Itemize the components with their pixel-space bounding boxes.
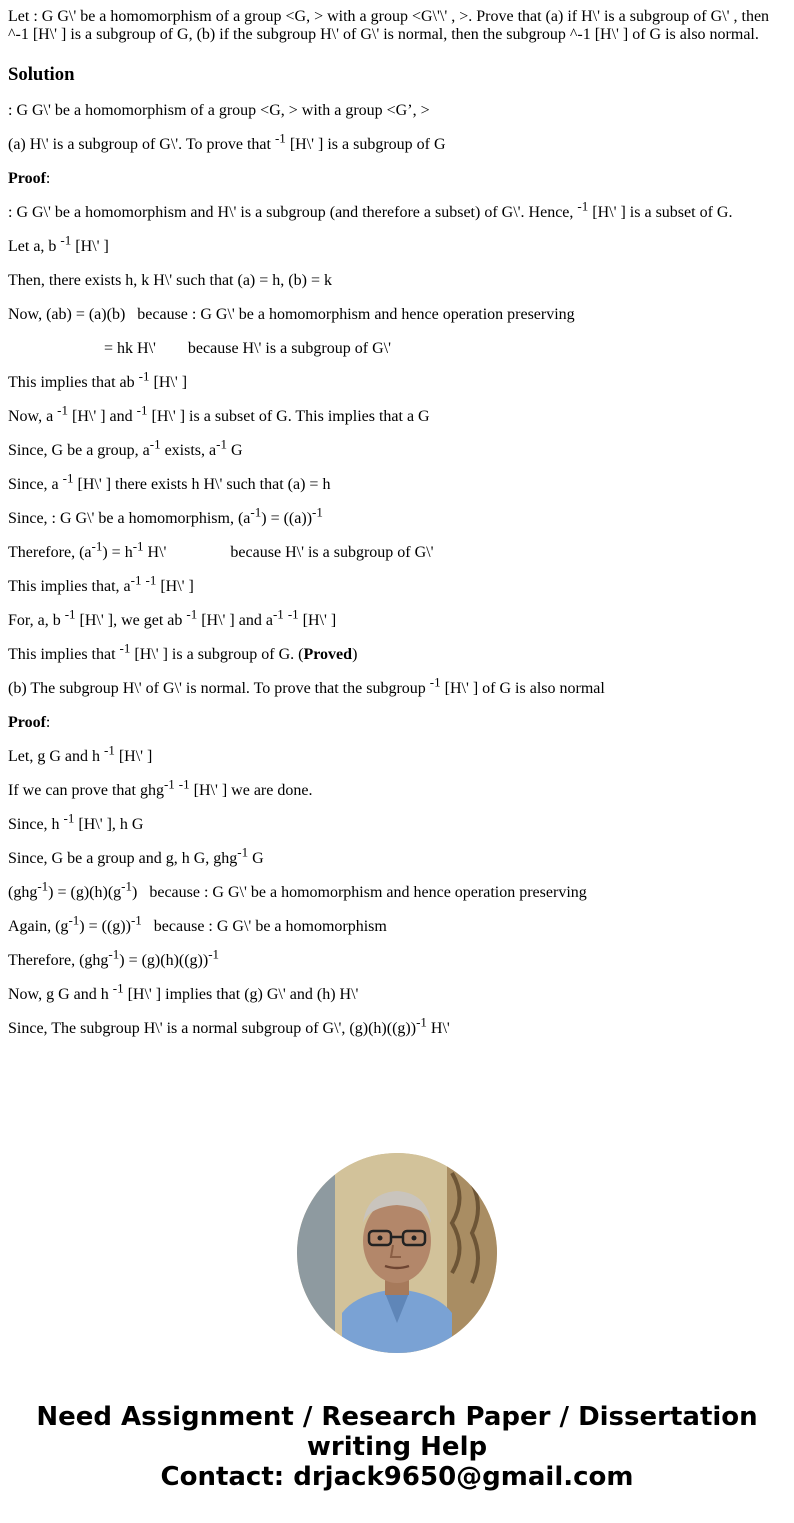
line-text: If we can prove that ghg (8, 782, 164, 799)
solution-line (8, 572, 778, 596)
promo-line-1: Need Assignment / Research Paper / Dissertation (36, 1402, 758, 1432)
superscript: -1 (149, 436, 161, 452)
superscript: -1 (250, 504, 262, 520)
superscript: -1 (577, 198, 589, 214)
superscript: -1 (130, 572, 142, 588)
line-text: ) = (g)(h)((g)) (119, 952, 209, 969)
line-text: Again, (g (8, 918, 69, 935)
superscript: -1 (178, 776, 190, 792)
superscript: -1 (119, 640, 131, 656)
superscript: -1 (138, 368, 150, 384)
line-text: Now, g G and h (8, 986, 113, 1003)
line-text: because : G G\' be a homomorphism (141, 918, 387, 935)
line-text: = hk H\' because H\' is a subgroup of G\' (8, 340, 391, 357)
line-text: (a) H\' is a subgroup of G\'. To prove that (8, 136, 275, 153)
line-text: : (45, 170, 51, 187)
superscript: -1 (62, 470, 74, 486)
line-text: [H\' ] is a subset of G. This implies that a G (147, 408, 430, 425)
solution-line (8, 538, 778, 562)
promo-banner (0, 1402, 794, 1492)
line-text: Since, The subgroup H\' is a normal subgroup of G\', (g)(h)((g)) (8, 1020, 417, 1037)
line-text: H\' (426, 1020, 450, 1037)
line-text: ) = (g)(h)(g (48, 884, 122, 901)
superscript: -1 (60, 232, 72, 248)
promo-contact: Contact: drjack9650@gmail.com (160, 1462, 634, 1492)
line-text: [H\' ] there exists h H\' such that (a) = h (73, 476, 331, 493)
superscript: -1 (108, 946, 120, 962)
line-text: [H\' ] (156, 578, 194, 595)
line-text: [H\' ] implies that (g) G\' and (h) H\' (123, 986, 359, 1003)
superscript: -1 (63, 810, 75, 826)
superscript: -1 (186, 606, 198, 622)
line-text: ) because : G G\' be a homomorphism and hence operation preserving (132, 884, 587, 901)
bold-text: Proof (8, 170, 46, 187)
line-text: Since, : G G\' be a homomorphism, (a (8, 510, 251, 527)
line-text: ) = ((g)) (79, 918, 131, 935)
line-text: [H\' ] we are done. (189, 782, 313, 799)
line-text: Since, a (8, 476, 63, 493)
line-text: : (45, 714, 51, 731)
superscript: -1 (64, 606, 76, 622)
solution-line (8, 742, 778, 766)
superscript: -1 (130, 912, 142, 928)
superscript: -1 (216, 436, 227, 452)
solution-line (8, 102, 778, 120)
line-text: Now, (ab) = (a)(b) because : G G\' be a homomorphism and hence operation preserving (8, 306, 575, 323)
line-text: Let a, b (8, 238, 61, 255)
line-text: Since, h (8, 816, 64, 833)
line-text: [H\' ] is a subset of G. (588, 204, 733, 221)
solution-line (8, 198, 778, 222)
superscript: -1 (163, 776, 175, 792)
solution-line (8, 640, 778, 664)
superscript: -1 (272, 606, 284, 622)
superscript: -1 (416, 1014, 427, 1030)
line-text: Therefore, (a (8, 544, 92, 561)
solution-line (8, 946, 778, 970)
line-text: ) = ((a)) (261, 510, 313, 527)
bold-text: Proved (303, 646, 353, 663)
solution-line (8, 368, 778, 392)
solution-line (8, 810, 778, 834)
superscript: -1 (112, 980, 124, 996)
superscript: -1 (132, 538, 144, 554)
author-photo (297, 1153, 497, 1353)
solution-heading: Solution (8, 64, 75, 85)
solution-line (8, 504, 778, 528)
line-text: [H\' ] is a subgroup of G (285, 136, 446, 153)
line-text: ) (352, 646, 358, 663)
line-text: G (226, 442, 243, 459)
line-text: exists, a (160, 442, 217, 459)
superscript: -1 (68, 912, 80, 928)
line-text: [H\' ] of G is also normal (440, 680, 605, 697)
solution-line (8, 1014, 778, 1038)
line-text: [H\' ], h G (74, 816, 144, 833)
line-text: [H\' ] (149, 374, 188, 391)
line-text: Since, G be a group, a (8, 442, 150, 459)
line-text: (ghg (8, 884, 38, 901)
solution-line (8, 130, 778, 154)
superscript: -1 (145, 572, 157, 588)
line-text: G (248, 850, 264, 867)
solution-line (8, 232, 778, 256)
solution-line (8, 980, 778, 1004)
superscript: -1 (136, 402, 148, 418)
line-text: [H\' ], we get ab (75, 612, 187, 629)
solution-line (8, 776, 778, 800)
line-text: Let, g G and h (8, 748, 104, 765)
line-text: ) = h (102, 544, 133, 561)
solution-line (8, 436, 778, 460)
line-text: For, a, b (8, 612, 65, 629)
solution-line (8, 340, 778, 358)
superscript: -1 (57, 402, 69, 418)
line-text: This implies that (8, 646, 120, 663)
solution-line (8, 606, 778, 630)
promo-line-2: writing Help (306, 1432, 488, 1462)
bold-text: Proof (8, 714, 46, 731)
superscript: -1 (429, 674, 441, 690)
superscript: -1 (312, 504, 323, 520)
line-text: Then, there exists h, k H\' such that (a) = h, (b) = k (8, 272, 332, 289)
solution-line (8, 714, 778, 732)
solution-line (8, 402, 778, 426)
solution-body (8, 102, 778, 1038)
author-photo-avatar (297, 1153, 497, 1353)
superscript: -1 (91, 538, 103, 554)
superscript: -1 (237, 844, 249, 860)
line-text: Now, a (8, 408, 58, 425)
line-text: Therefore, (ghg (8, 952, 109, 969)
line-text: [H\' ] is a subgroup of G. ( (130, 646, 304, 663)
solution-line (8, 912, 778, 936)
superscript: -1 (37, 878, 49, 894)
line-text: [H\' ] (114, 748, 153, 765)
solution-line (8, 306, 778, 324)
line-text: This implies that, a (8, 578, 131, 595)
line-text: (b) The subgroup H\' of G\' is normal. To prove that the subgroup (8, 680, 430, 697)
line-text: [H\' ] and (68, 408, 137, 425)
line-text: [H\' ] (298, 612, 337, 629)
superscript: -1 (208, 946, 220, 962)
solution-line (8, 844, 778, 868)
superscript: -1 (103, 742, 115, 758)
line-text: [H\' ] and a (197, 612, 273, 629)
solution-line (8, 674, 778, 698)
solution-line (8, 878, 778, 902)
problem-statement: Let : G G\' be a homomorphism of a group <G, > with a group <G\'\' , >. Prove that (a) if H\' is a subgroup of G\' , then ^-1 [H\' ] is a subgroup of G, (b) if the subgroup H\' of G\' is normal, then the subgroup ^-1 [H\' ] of G is also normal. (8, 8, 770, 43)
superscript: -1 (121, 878, 133, 894)
solution-document (8, 0, 778, 1124)
line-text: [H\' ] (71, 238, 109, 255)
line-text: H\' because H\' is a subgroup of G\' (143, 544, 434, 561)
line-text: This implies that ab (8, 374, 139, 391)
line-text: Since, G be a group and g, h G, ghg (8, 850, 238, 867)
superscript: -1 (287, 606, 299, 622)
line-text: : G G\' be a homomorphism and H\' is a subgroup (and therefore a subset) of G\'. Hence, (8, 204, 578, 221)
solution-line (8, 170, 778, 188)
solution-line (8, 272, 778, 290)
solution-line (8, 470, 778, 494)
superscript: -1 (274, 130, 286, 146)
line-text: : G G\' be a homomorphism of a group <G, > with a group <G’, > (8, 102, 430, 119)
